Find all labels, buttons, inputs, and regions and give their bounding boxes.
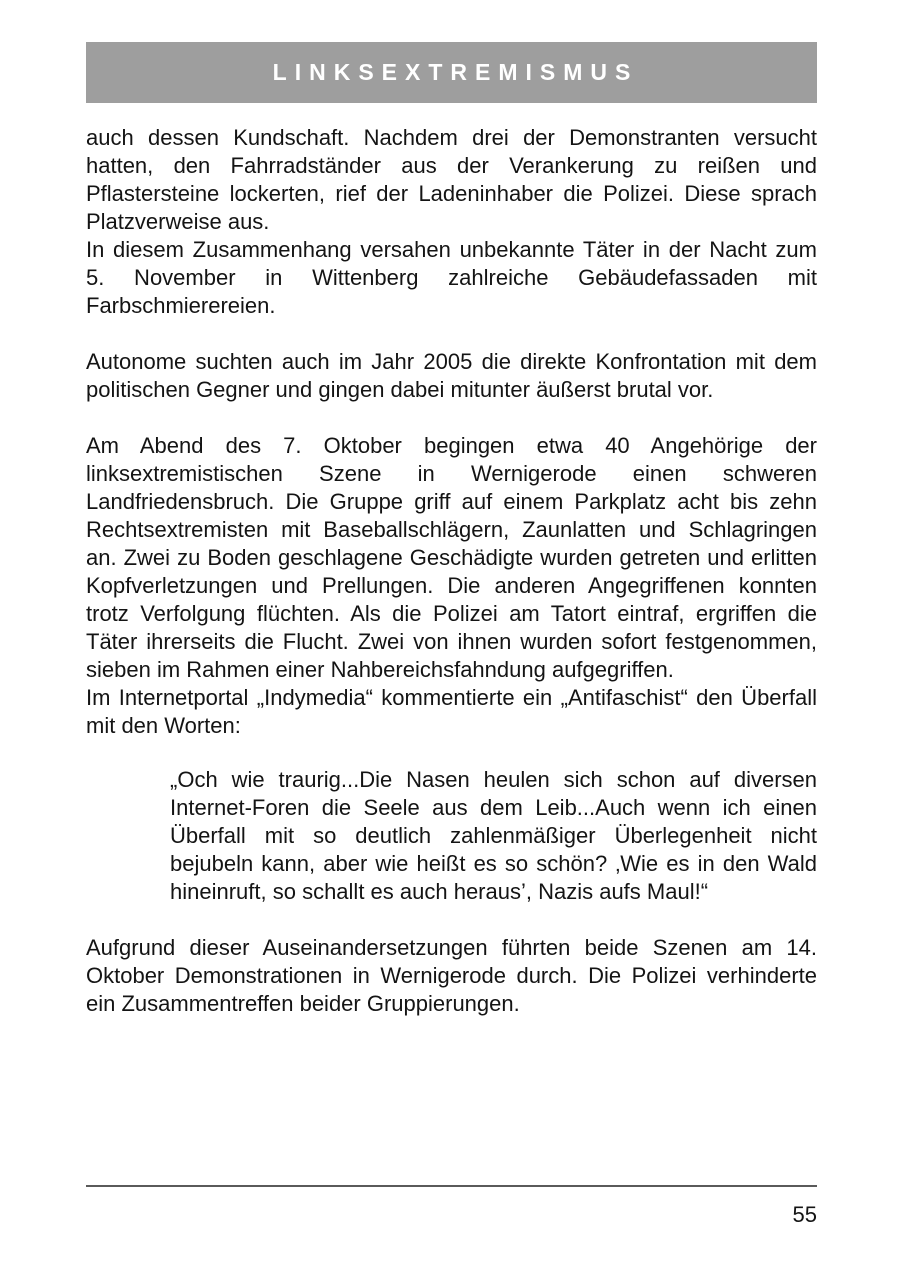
paragraph-autonome: Autonome suchten auch im Jahr 2005 die direkte Konfrontation mit dem politischen Gegner und gingen dabei mitunter äußerst brutal vor. — [86, 349, 817, 402]
paragraph-wernigerode-ueberfall: Am Abend des 7. Oktober begingen etwa 40 Angehörige der linksextremistischen Szene in Wernigerode einen schweren Landfriedensbruch. Die Gruppe griff auf einem Parkplatz acht bis zehn Rechtsextremisten mit Baseballschlägern, Zaunlatten und Schlagringen an. Zwei zu Boden geschlagene Geschädigte wurden getreten und erlitten Kopfverletzungen und Prellungen. Die anderen Angegriffenen konnten trotz Verfolgung flüchten. Als die Polizei am Tatort eintraf, ergriffen die Täter ihrerseits die Flucht. Zwei von ihnen wurden sofort festgenommen, sieben im Rahmen einer Nahbereichsfahndung aufgegriffen. — [86, 433, 817, 682]
paragraph-demonstrationen: Aufgrund dieser Auseinandersetzungen führten beide Szenen am 14. Oktober Demonstrationen in Wernigerode durch. Die Polizei verhinderte ein Zusammentreffen beider Gruppierungen. — [86, 935, 817, 1016]
page-body — [86, 124, 817, 1018]
page-number: 55 — [792, 1202, 817, 1227]
paragraph-kundschaft: auch dessen Kundschaft. Nachdem drei der Demonstranten versucht hatten, den Fahrradständer aus der Verankerung zu reißen und Pflastersteine lockerten, rief der Ladeninhaber die Polizei. Diese sprach Platzverweise aus. — [86, 125, 817, 234]
paragraph-indymedia-intro: Im Internetportal „Indymedia“ kommentierte ein „Antifaschist“ den Überfall mit den Worten: — [86, 685, 817, 738]
blockquote-indymedia-zitat: „Och wie traurig...Die Nasen heulen sich schon auf diversen Internet-Foren die Seele aus dem Leib...Auch wenn ich einen Überfall mit so deutlich zahlenmäßiger Überlegenheit nicht bejubeln kann, aber wie heißt es so schön? ‚Wie es in den Wald hineinruft, so schallt es auch heraus’, Nazis aufs Maul!“ — [170, 767, 817, 904]
section-title: LINKSEXTREMISMUS — [272, 59, 639, 85]
footer-divider — [86, 1185, 817, 1187]
section-header-banner — [86, 42, 817, 103]
paragraph-wittenberg: In diesem Zusammenhang versahen unbekannte Täter in der Nacht zum 5. November in Wittenberg zahlreiche Gebäudefassaden mit Farbschmierereien. — [86, 237, 817, 318]
